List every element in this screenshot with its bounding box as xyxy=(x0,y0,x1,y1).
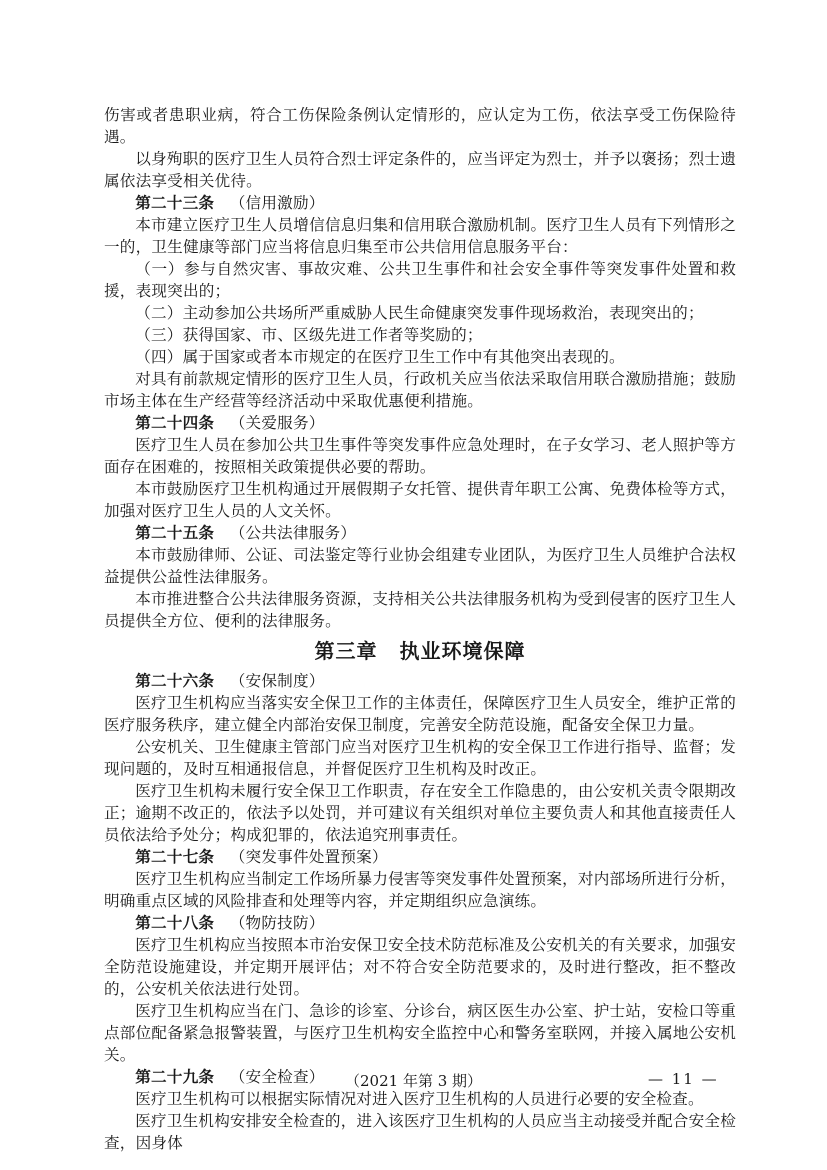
paragraph: 本市鼓励律师、公证、司法鉴定等行业协会组建专业团队，为医疗卫生人员维护合法权益提供公益性法律服务。 xyxy=(104,546,736,586)
article-heading xyxy=(104,670,736,692)
article-title: （关爱服务） xyxy=(229,414,325,432)
paragraph: 医疗卫生机构应当在门、急诊的诊室、分诊台，病区医生办公室、护士站，安检口等重点部位配备紧急报警装置，与医疗卫生机构安全监控中心和警务室联网，并接入属地公安机关。 xyxy=(104,1002,736,1064)
paragraph: 以身殉职的医疗卫生人员符合烈士评定条件的，应当评定为烈士，并予以褒扬；烈士遗属依法享受相关优待。 xyxy=(104,150,736,190)
article-heading xyxy=(104,846,736,868)
paragraph: 医疗卫生机构应当按照本市治安保卫安全技术防范标准及公安机关的有关要求，加强安全防范设施建设，并定期开展评估；对不符合安全防范要求的，及时进行整改，拒不整改的，公安机关依法进行处罚。 xyxy=(104,936,736,998)
article-label: 第二十七条 xyxy=(135,848,215,866)
article-heading xyxy=(104,192,736,214)
article-label: 第二十九条 xyxy=(135,1068,215,1086)
paragraph: 伤害或者患职业病，符合工伤保险条例认定情形的，应认定为工伤，依法享受工伤保险待遇。 xyxy=(104,106,736,146)
article-title: （安保制度） xyxy=(229,672,325,690)
article-title: （安全检查） xyxy=(229,1068,325,1086)
paragraph: 本市鼓励医疗卫生机构通过开展假期子女托管、提供青年职工公寓、免费体检等方式，加强对医疗卫生人员的人文关怀。 xyxy=(104,480,736,520)
paragraph: 公安机关、卫生健康主管部门应当对医疗卫生机构的安全保卫工作进行指导、监督；发现问题的，及时互相通报信息，并督促医疗卫生机构及时改正。 xyxy=(104,738,736,778)
paragraph: 医疗卫生机构未履行安全保卫工作职责，存在安全工作隐患的，由公安机关责令限期改正；逾期不改正的，依法予以处罚，并可建议有关组织对单位主要负责人和其他直接责任人员依法给予处分；构成犯罪的，依法追究刑事责任。 xyxy=(104,782,736,844)
article-title: （突发事件处置预案） xyxy=(229,848,388,866)
paragraph: 本市建立医疗卫生人员增信信息归集和信用联合激励机制。医疗卫生人员有下列情形之一的，卫生健康等部门应当将信息归集至市公共信用信息服务平台： xyxy=(104,216,736,256)
chapter-number: 第三章 xyxy=(314,639,378,663)
paragraph: 医疗卫生机构应当制定工作场所暴力侵害等突发事件处置预案，对内部场所进行分析，明确重点区域的风险排查和处理等内容，并定期组织应急演练。 xyxy=(104,870,736,910)
chapter-title: 执业环境保障 xyxy=(399,639,526,663)
article-label: 第二十四条 xyxy=(135,414,215,432)
document-body xyxy=(104,104,736,1154)
list-item: （二）主动参加公共场所严重威胁人民生命健康突发事件现场救治，表现突出的； xyxy=(135,304,704,322)
article-title: （信用激励） xyxy=(229,194,325,212)
article-label: 第二十五条 xyxy=(135,524,215,542)
list-item: （三）获得国家、市、区级先进工作者等奖励的； xyxy=(135,326,483,344)
article-heading xyxy=(104,412,736,434)
page-number: — 11 — xyxy=(648,1070,719,1088)
chapter-heading xyxy=(104,638,736,664)
article-title: （公共法律服务） xyxy=(229,524,357,542)
article-label: 第二十三条 xyxy=(135,194,215,212)
paragraph: 对具有前款规定情形的医疗卫生人员，行政机关应当依法采取信用联合激励措施；鼓励市场主体在生产经营等经济活动中采取优惠便利措施。 xyxy=(104,370,736,410)
list-item: （一）参与自然灾害、事故灾难、公共卫生事件和社会安全事件等突发事件处置和救援，表现突出的； xyxy=(104,260,736,300)
article-heading xyxy=(104,912,736,934)
paragraph: 医疗卫生机构安排安全检查的，进入该医疗卫生机构的人员应当主动接受并配合安全检查，因身体 xyxy=(104,1112,736,1152)
article-label: 第二十六条 xyxy=(135,672,215,690)
paragraph: 医疗卫生机构应当落实安全保卫工作的主体责任，保障医疗卫生人员安全，维护正常的医疗服务秩序，建立健全内部治安保卫制度，完善安全防范设施，配备安全保卫力量。 xyxy=(104,694,736,734)
paragraph: 本市推进整合公共法律服务资源，支持相关公共法律服务机构为受到侵害的医疗卫生人员提供全方位、便利的法律服务。 xyxy=(104,590,736,630)
paragraph: 医疗卫生机构可以根据实际情况对进入医疗卫生机构的人员进行必要的安全检查。 xyxy=(135,1090,704,1108)
issue-label: （2021 年第 3 期） xyxy=(345,1072,483,1090)
article-heading xyxy=(104,522,736,544)
list-item: （四）属于国家或者本市规定的在医疗卫生工作中有其他突出表现的。 xyxy=(135,348,625,366)
paragraph: 医疗卫生人员在参加公共卫生事件等突发事件应急处理时，在子女学习、老人照护等方面存在困难的，按照相关政策提供必要的帮助。 xyxy=(104,436,736,476)
article-title: （物防技防） xyxy=(229,914,325,932)
article-label: 第二十八条 xyxy=(135,914,215,932)
